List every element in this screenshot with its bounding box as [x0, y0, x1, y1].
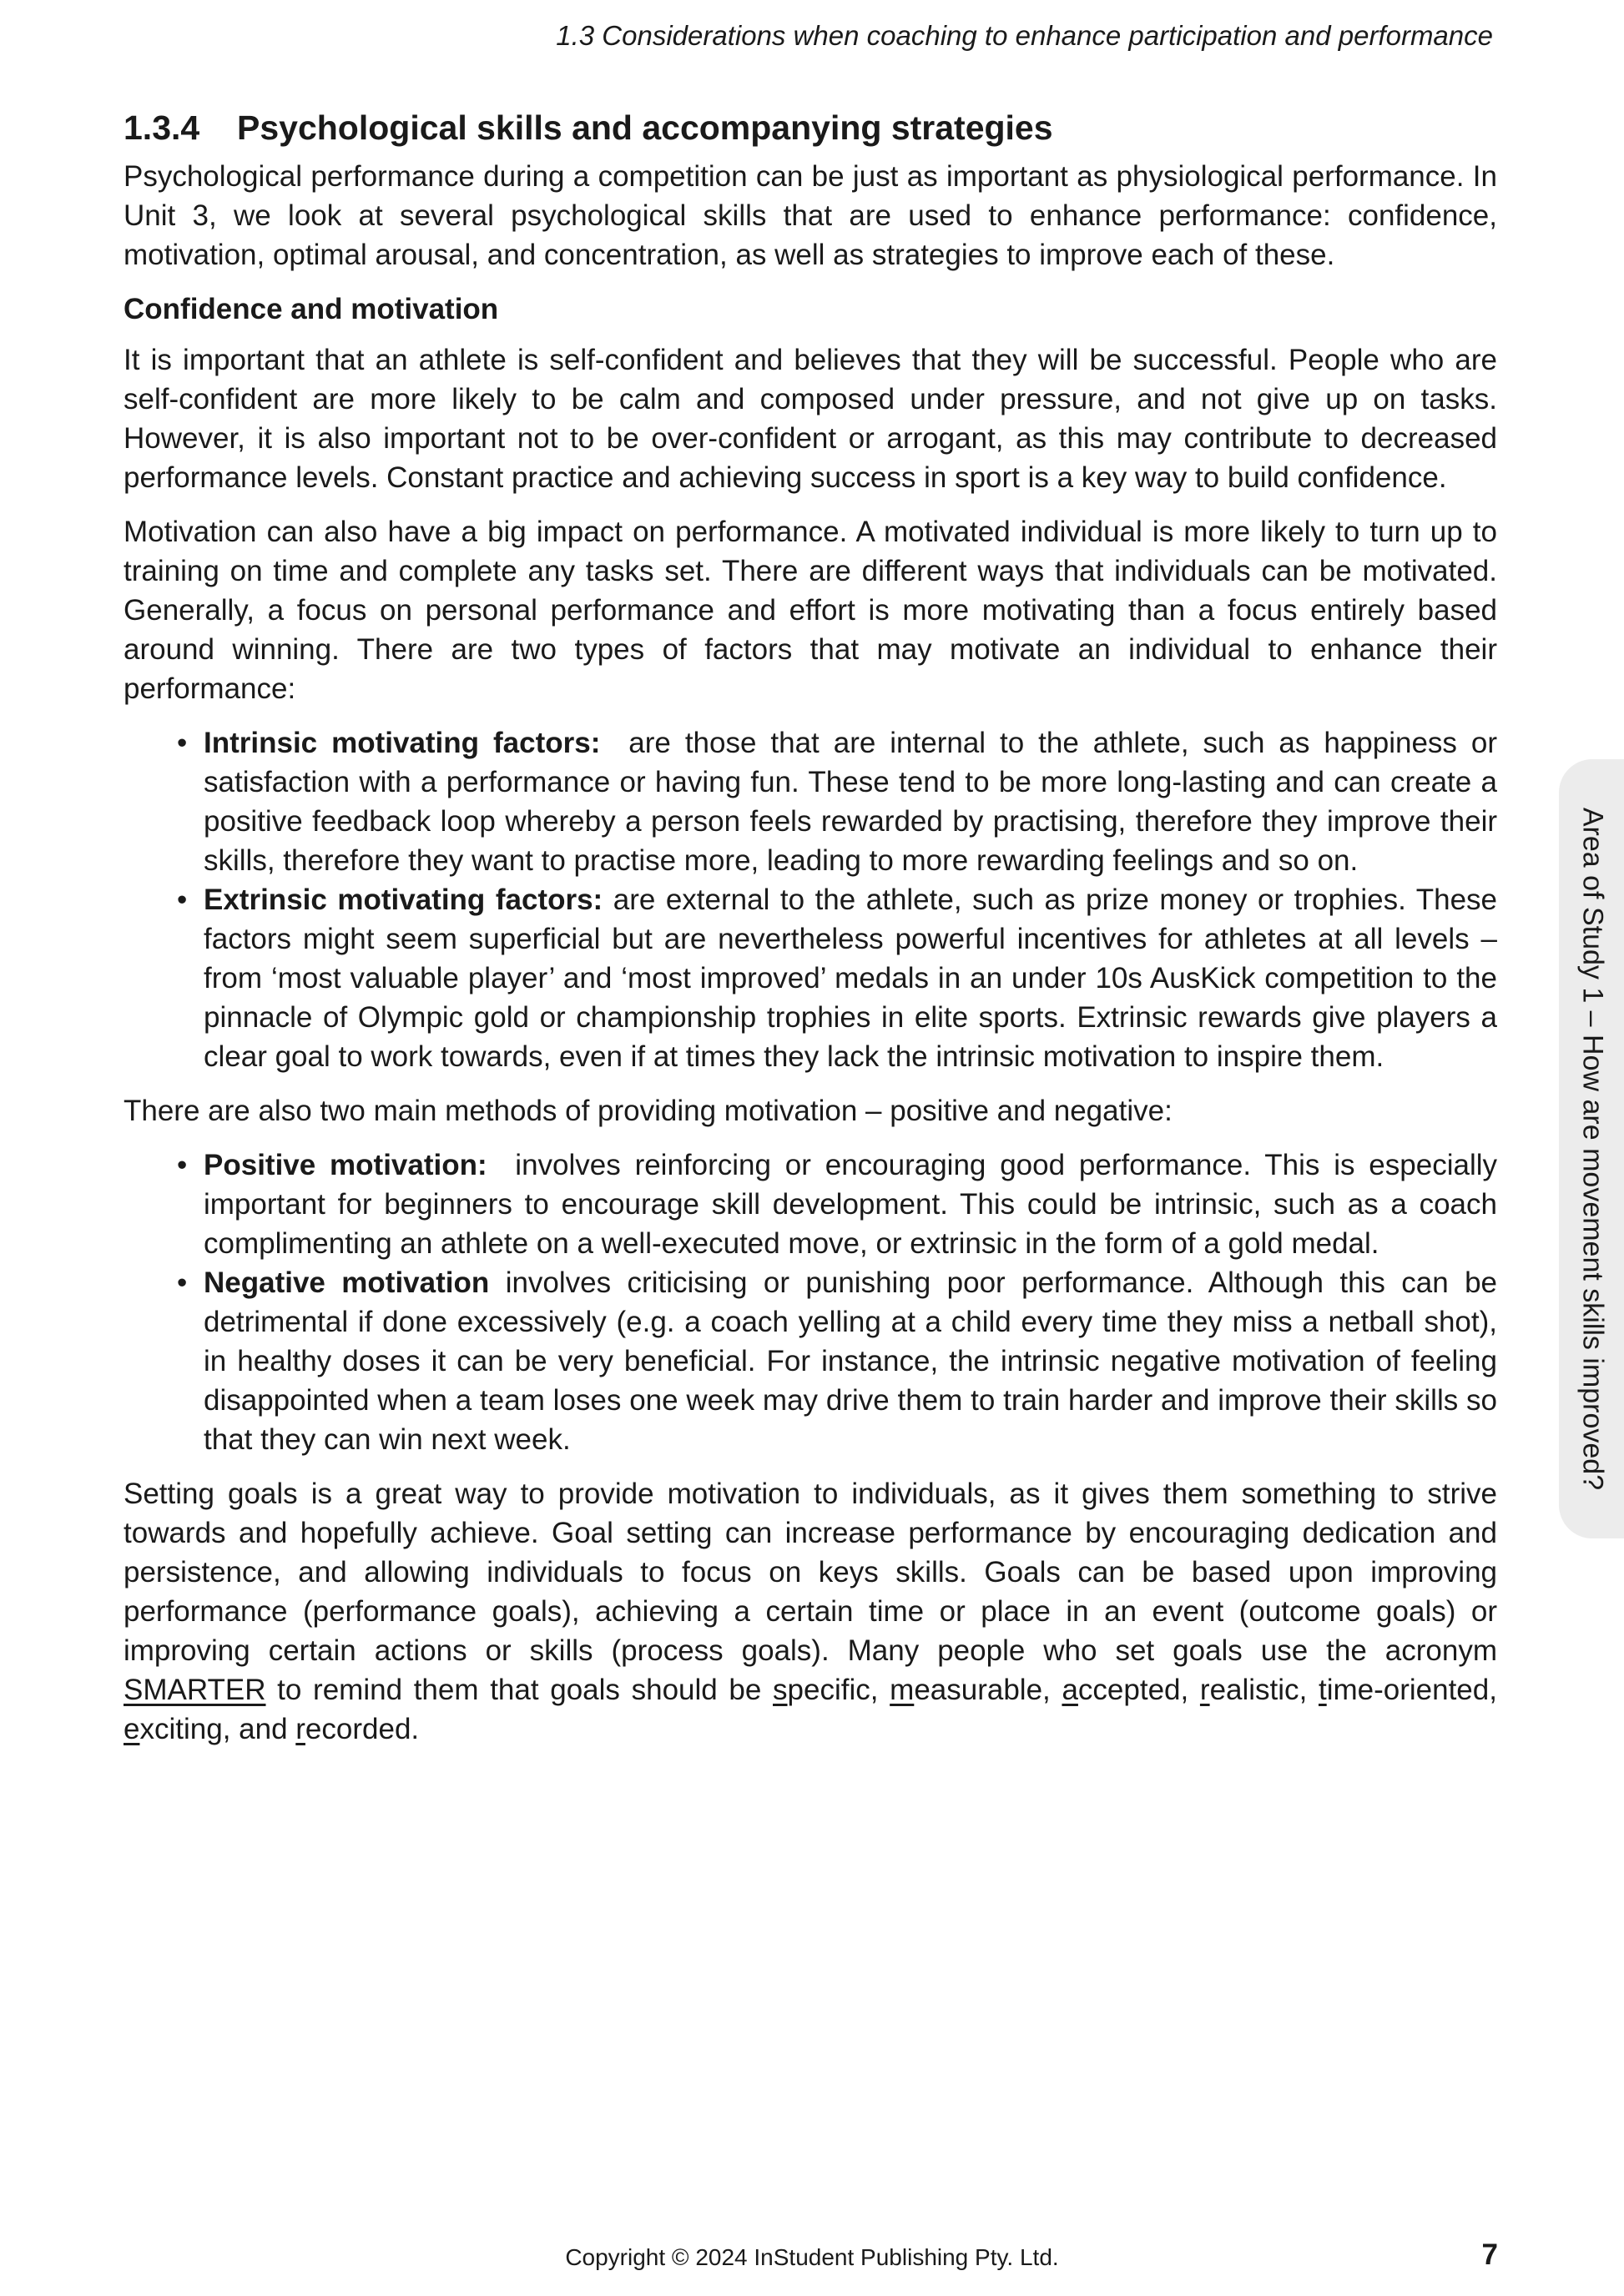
goals-text: to remind them that goals should be — [265, 1674, 774, 1706]
section-title: Psychological skills and accompanying strategies — [237, 108, 1053, 147]
list-item — [177, 880, 1497, 1076]
smarter-acronym: SMARTER — [124, 1674, 266, 1706]
separator: , — [1180, 1674, 1200, 1706]
smarter-letter: a — [1062, 1674, 1078, 1706]
section-number: 1.3.4 — [124, 108, 200, 147]
separator: , — [222, 1713, 240, 1745]
bullet-icon: • — [177, 1266, 188, 1299]
copyright-footer: Copyright © 2024 InStudent Publishing Pty. Ltd. — [565, 2244, 1059, 2270]
smarter-word: ealistic — [1209, 1674, 1299, 1706]
running-head: 1.3 Considerations when coaching to enhance participation and performance — [556, 20, 1493, 51]
bullet-icon: • — [177, 884, 188, 916]
page-number: 7 — [1481, 2238, 1498, 2271]
smarter-word: ccepted — [1077, 1674, 1181, 1706]
list-text: are external to the athlete, such as prize money or trophies. These factors might seem superficial but are nevertheless powerful incentives for athletes at all levels – from ‘most valuable player’ and ‘most improved’ medals in an under 10s AusKick competition to the pinnacle of Olympic gold or championship trophies in elite sports. Extrinsic rewards give players a clear goal to work towards, even if at times they lack the intrinsic motivation to inspire them. — [204, 884, 1497, 1073]
smarter-letter: m — [890, 1674, 915, 1706]
separator: , — [1299, 1674, 1319, 1706]
smarter-word: ecorded — [305, 1713, 411, 1745]
separator: , — [870, 1674, 890, 1706]
bullet-icon: • — [177, 727, 188, 759]
list-item — [177, 723, 1497, 880]
confidence-paragraph: It is important that an athlete is self-confident and believes that they will be successful. People who are self-confident are more likely to be calm and composed under pressure, and not give up on tasks. However, it is also important not to be over-confident or arrogant, as this may contribute to decreased performance levels. Constant practice and achieving success in sport is a key way to build confidence. — [124, 344, 1497, 494]
side-tab-label: Area of Study 1 – How are movement skills improved? — [1576, 807, 1609, 1491]
subheading-confidence-motivation: Confidence and motivation — [124, 293, 499, 325]
list-text: involves criticising or punishing poor performance. Although this can be detrimental if done excessively (e.g. a coach yelling at a child every time they miss a netball shot), in healthy doses it can be very beneficial. For instance, the intrinsic negative motivation of feeling disappointed when a team loses one week may drive them to train harder and improve their skills so that they can win next week. — [204, 1266, 1498, 1456]
smarter-letter: s — [773, 1674, 788, 1706]
list-term: Negative motivation — [204, 1266, 490, 1299]
goals-paragraph — [124, 1474, 1497, 1749]
smarter-word: xciting — [139, 1713, 223, 1745]
page-content — [124, 107, 1497, 1764]
separator: , — [1489, 1674, 1497, 1706]
methods-list — [124, 1145, 1497, 1459]
section-heading — [124, 107, 1497, 149]
list-term: Extrinsic motivating factors: — [204, 884, 603, 916]
list-text: involves reinforcing or encouraging good performance. This is especially important for beginners to encourage skill development. This could be intrinsic, such as a coach complimenting an athlete on a well-executed move, or extrinsic in the form of a gold medal. — [204, 1149, 1497, 1260]
motivation-paragraph: Motivation can also have a big impact on performance. A motivated individual is more likely to turn up to training on time and complete any tasks set. There are different ways that individuals can be motivated. Generally, a focus on personal performance and effort is more motivating than a focus entirely based around winning. There are two types of factors that may motivate an individual to enhance their performance: — [124, 516, 1497, 705]
smarter-letter: r — [1199, 1674, 1210, 1706]
list-term: Positive motivation: — [204, 1149, 487, 1181]
smarter-word: easurable — [914, 1674, 1043, 1706]
intro-paragraph: Psychological performance during a competition can be just as important as physiological performance. In Unit 3, we look at several psychological skills that are used to enhance performance: confidence, motivation, optimal arousal, and concentration, as well as strategies to improve each of these. — [124, 160, 1497, 271]
smarter-letter: t — [1318, 1674, 1327, 1706]
list-text: are those that are internal to the athlete, such as happiness or satisfaction with a performance or having fun. These tend to be more long-lasting and can create a positive feedback loop whereby a person feels rewarded by practising, therefore they improve their skills, therefore they want to practise more, leading to more rewarding feelings and so on. — [204, 727, 1497, 877]
methods-paragraph: There are also two main methods of providing motivation – positive and negative: — [124, 1095, 1173, 1127]
bullet-icon: • — [177, 1149, 188, 1181]
smarter-letter: e — [124, 1713, 140, 1745]
smarter-word: ime-oriented — [1326, 1674, 1490, 1706]
factors-list — [124, 723, 1497, 1076]
goals-text: Setting goals is a great way to provide motivation to individuals, as it gives them something to strive towards and hopefully achieve. Goal setting can increase performance by encouraging dedication and persistence, and allowing individuals to focus on keys skills. Goals can be based upon improving performance (performance goals), achieving a certain time or place in an event (outcome goals) or improving certain actions or skills (process goals). Many people who set goals use the acronym — [124, 1478, 1497, 1667]
smarter-letter: r — [295, 1713, 305, 1745]
full-stop: . — [411, 1713, 420, 1745]
smarter-word: pecific — [787, 1674, 870, 1706]
list-item — [177, 1145, 1497, 1263]
list-item — [177, 1263, 1498, 1459]
conjunction: and — [239, 1713, 296, 1745]
separator: , — [1042, 1674, 1062, 1706]
list-term: Intrinsic motivating factors: — [204, 727, 601, 759]
